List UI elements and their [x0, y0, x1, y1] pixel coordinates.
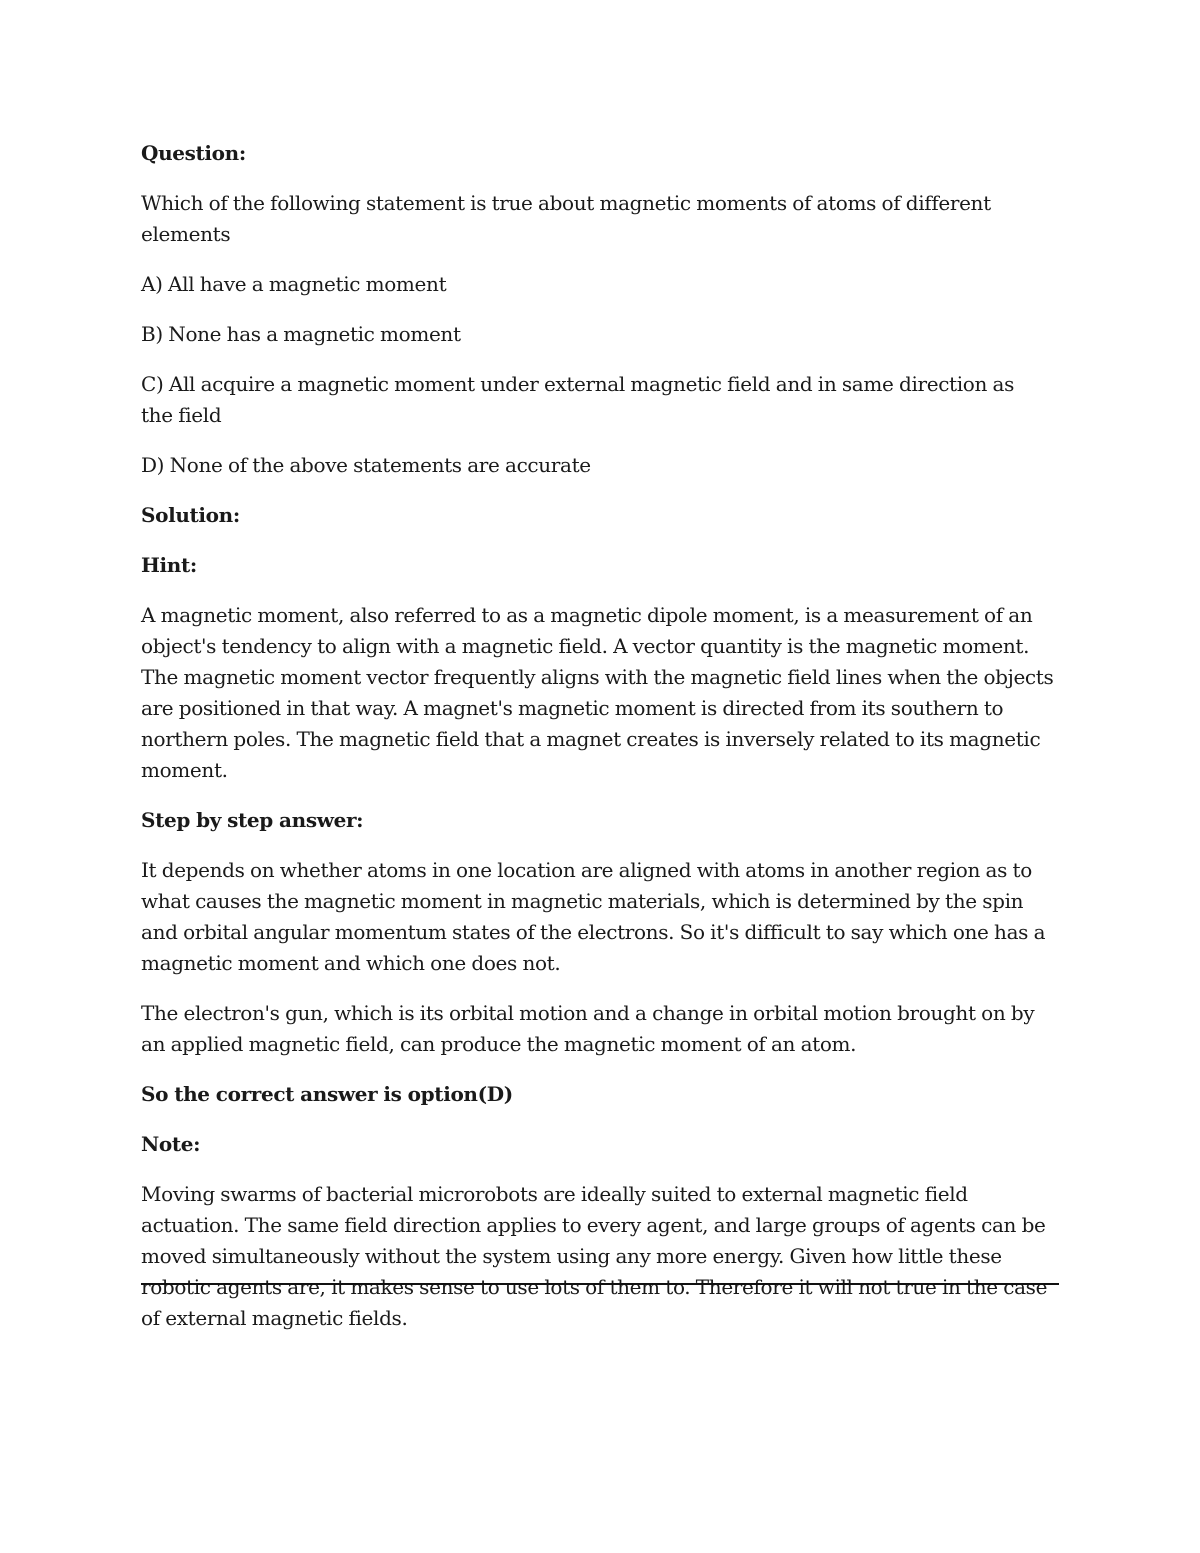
step-heading: Step by step answer:	[141, 808, 364, 832]
option-a: A) All have a magnetic moment	[141, 272, 447, 296]
solution-heading: Solution:	[141, 503, 240, 527]
hint-heading: Hint:	[141, 553, 197, 577]
question-text: Which of the following statement is true about magnetic moments of atoms of different elements	[141, 191, 991, 246]
option-b: B) None has a magnetic moment	[141, 322, 461, 346]
option-c: C) All acquire a magnetic moment under external magnetic field and in same direction as the field	[141, 372, 1014, 427]
question-heading: Question:	[141, 141, 246, 165]
bottom-rule	[141, 1283, 1059, 1285]
document-body	[141, 138, 1059, 1353]
note-text: Moving swarms of bacterial microrobots are ideally suited to external magnetic field actuation. The same field direction applies to every agent, and large groups of agents can be moved simultaneously without the system using any more energy. Given how little these robotic agents are, it makes sense to use lots of them to. Therefore it will not true in the case of external magnetic fields.	[141, 1182, 1048, 1330]
answer-statement: So the correct answer is option(D)	[141, 1082, 513, 1106]
step-paragraph-2: The electron's gun, which is its orbital motion and a change in orbital motion brought on by an applied magnetic field, can produce the magnetic moment of an atom.	[141, 1001, 1035, 1056]
hint-text: A magnetic moment, also referred to as a magnetic dipole moment, is a measurement of an object's tendency to align with a magnetic field. A vector quantity is the magnetic moment. The magnetic moment vector frequently aligns with the magnetic field lines when the objects are positioned in that way. A magnet's magnetic moment is directed from its southern to northern poles. The magnetic field that a magnet creates is inversely related to its magnetic moment.	[141, 603, 1054, 782]
note-heading: Note:	[141, 1132, 201, 1156]
option-d: D) None of the above statements are accurate	[141, 453, 591, 477]
step-paragraph-1: It depends on whether atoms in one location are aligned with atoms in another region as to what causes the magnetic moment in magnetic materials, which is determined by the spin and orbital angular momentum states of the electrons. So it's difficult to say which one has a magnetic moment and which one does not.	[141, 858, 1046, 975]
